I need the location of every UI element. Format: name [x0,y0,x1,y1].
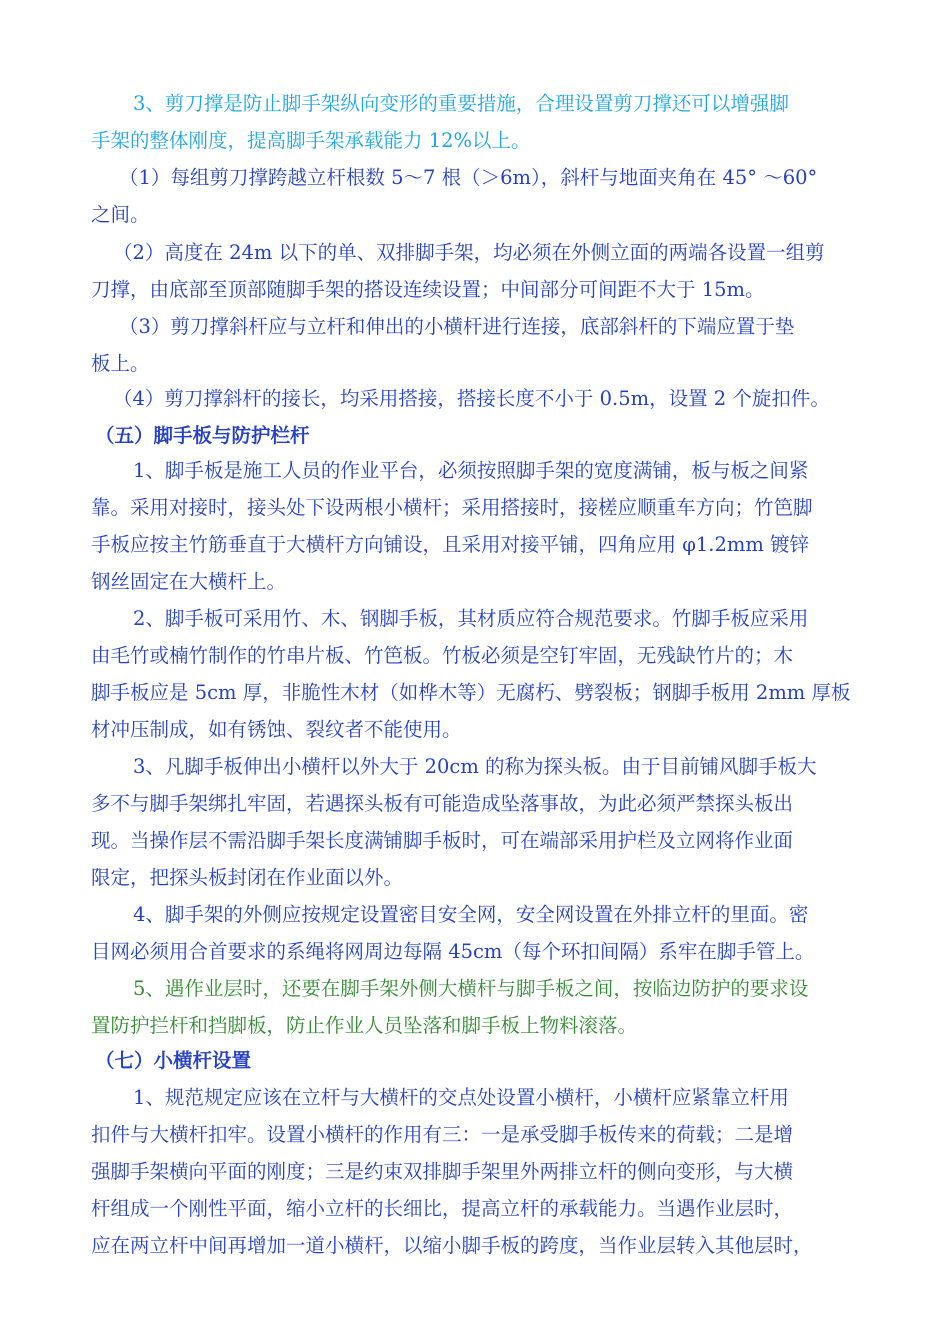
para-text-line: 1、脚手板是施工人员的作业平台，必须按照脚手架的宽度满铺，板与板之间紧 [133,459,809,482]
list-item-text-line: （4）剪刀撑斜杆的接长，均采用搭接，搭接长度不小于 0.5m，设置 2 个旋扣件。 [113,387,830,410]
para-text-line: 1、规范规定应该在立杆与大横杆的交点处设置小横杆，小横杆应紧靠立杆用 [133,1086,789,1109]
para-text-line: 钢丝固定在大横杆上。 [91,570,287,593]
para-text-line: 4、脚手架的外侧应按规定设置密目安全网，安全网设置在外排立杆的里面。密 [133,903,809,926]
para-text-line: 强脚手架横向平面的刚度；三是约束双排脚手架里外两排立杆的侧向变形，与大横 [91,1160,794,1183]
para-text-line: 目网必须用合首要求的系绳将网周边每隔 45cm（每个环扣间隔）系牢在脚手管上。 [91,940,815,963]
para-text-line: 现。当操作层不需沿脚手架长度满铺脚手板时，可在端部采用护栏及立网将作业面 [91,829,794,852]
section-heading: （五）脚手板与防护栏杆 [95,424,310,447]
list-item-text-line: （1）每组剪刀撑跨越立杆根数 5～7 根（＞6m），斜杆与地面夹角在 45° ～60° [119,166,818,189]
section-heading: （七）小横杆设置 [95,1049,252,1072]
para-text-line: 应在两立杆中间再增加一道小横杆，以缩小脚手板的跨度，当作业层转入其他层时， [91,1234,813,1257]
para-text-line: 限定，把探头板封闭在作业面以外。 [91,866,404,889]
list-item-text-line: 板上。 [91,352,150,375]
para-text-line: 3、剪刀撑是防止脚手架纵向变形的重要措施，合理设置剪刀撑还可以增强脚 [133,92,789,115]
para-text-line: 靠。采用对接时，接头处下设两根小横杆；采用搭接时，接槎应顺重车方向；竹笆脚 [91,496,813,519]
para-text-line: 置防护拦杆和挡脚板，防止作业人员坠落和脚手板上物料滚落。 [91,1014,638,1037]
list-item-text-line: 之间。 [91,203,150,226]
para-text-line: 多不与脚手架绑扎牢固，若遇探头板有可能造成坠落事故，为此必须严禁探头板出 [91,792,794,815]
para-text-line: 2、脚手板可采用竹、木、钢脚手板，其材质应符合规范要求。竹脚手板应采用 [133,607,809,630]
para-text-line: 3、凡脚手板伸出小横杆以外大于 20cm 的称为探头板。由于目前铺风脚手板大 [133,755,817,778]
para-text-line: 杆组成一个刚性平面，缩小立杆的长细比，提高立杆的承载能力。当遇作业层时， [91,1197,794,1220]
para-text-line: 材冲压制成，如有锈蚀、裂纹者不能使用。 [91,718,462,741]
para-text-line: 脚手板应是 5cm 厚，非脆性木材（如桦木等）无腐朽、劈裂板；钢脚手板用 2mm 厚板 [91,681,851,704]
para-text-line: 5、遇作业层时，还要在脚手架外侧大横杆与脚手板之间，按临边防护的要求设 [133,977,809,1000]
list-item-text-line: （3）剪刀撑斜杆应与立杆和伸出的小横杆进行连接，底部斜杆的下端应置于垫 [119,315,795,338]
list-item-text-line: （2）高度在 24m 以下的单、双排脚手架，均必须在外侧立面的两端各设置一组剪 [113,241,825,264]
para-text-line: 由毛竹或楠竹制作的竹串片板、竹笆板。竹板必须是空钉牢固，无残缺竹片的；木 [91,644,794,667]
para-text-line: 手架的整体刚度，提高脚手架承载能力 12%以上。 [91,129,531,152]
para-text-line: 扣件与大横杆扣牢。设置小横杆的作用有三：一是承受脚手板传来的荷载；二是增 [91,1123,794,1146]
list-item-text-line: 刀撑，由底部至顶部随脚手架的搭设连续设置；中间部分可间距不大于 15m。 [91,278,765,301]
para-text-line: 手板应按主竹筋垂直于大横杆方向铺设，且采用对接平铺，四角应用 φ1.2mm 镀锌 [91,533,810,556]
